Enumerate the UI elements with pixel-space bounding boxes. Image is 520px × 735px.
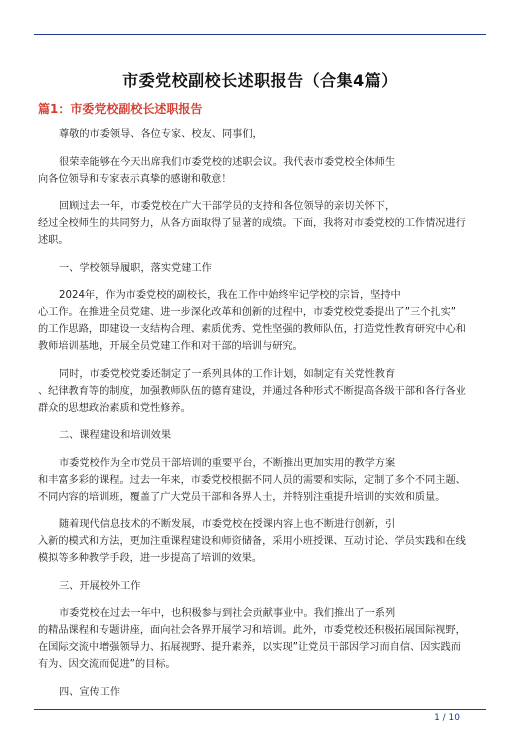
text-line: 在国际交流中增强领导力、拓展视野、提升素养，以实现”让党员干部因学习而自信、因实践而 [38, 642, 461, 653]
text-line: 不同内容的培训班，覆盖了广大党员干部和各界人士，并特别注重提升培训的实效和质量。 [38, 491, 446, 503]
text-line: 市委党校作为全市党员干部培训的重要平台，不断推出更加实用的教学方案 [59, 457, 396, 469]
document-body [38, 126, 484, 711]
text-line: 群众的思想政治素质和党性修养。 [38, 402, 191, 414]
footer-rule [34, 709, 486, 710]
header-rule [34, 34, 486, 35]
paragraph-curriculum [38, 455, 484, 506]
subheading-1 [38, 260, 484, 277]
text-line: 入新的模式和方法，更加注重课程建设和师资储备，采用小班授课、互动讨论、学员实践和在线 [38, 536, 466, 547]
subheading-3 [38, 578, 484, 595]
page-indicator: 1 / 10 [434, 713, 460, 723]
subheading-2 [38, 427, 484, 444]
text-line: 有为、因交流而促进”的目标。 [38, 659, 176, 670]
text-line: 、纪律教育等的制度，加强教师队伍的德育建设，并通过各种形式不断提高各级干部和各行各业 [38, 385, 466, 397]
paragraph-review [38, 198, 484, 249]
subheading-4 [38, 684, 484, 701]
text-line: 三、开展校外工作 [59, 580, 141, 592]
paragraph-opening [38, 154, 484, 188]
paragraph-party-building [38, 287, 484, 355]
text-line: 尊敬的市委领导、各位专家、校友、同事们， [59, 129, 263, 140]
text-line: 回顾过去一年，市委党校在广大干部学员的支持和各位领导的亲切关怀下， [59, 201, 396, 212]
text-line: 市委党校在过去一年中，也积极参与到社会贡献事业中。我们推出了一系列 [59, 608, 396, 619]
text-line: 向各位领导和专家表示真挚的感谢和敬意！ [38, 173, 232, 185]
paragraph-outreach [38, 605, 484, 673]
paragraph-innovation [38, 516, 484, 567]
text-line: 2024年，作为市委党校的副校长，我在工作中始终牢记学校的宗旨，坚持中 [59, 290, 401, 301]
text-line: 的工作思路，即建设一支结构合理、素质优秀、党性坚强的教师队伍，打造党性教育研究中心和 [38, 324, 466, 335]
text-line: 心工作。在推进全员党建、进一步深化改革和创新的过程中，市委党校党委提出了”三个扎实” [38, 307, 457, 318]
paragraph-work-plan [38, 366, 484, 417]
text-line: 和丰富多彩的课程。过去一年来，市委党校根据不同人员的需要和实际，定制了多个不同主题、 [38, 474, 466, 486]
text-line: 教师培训基地，开展全员党建工作和对干部的培训与研究。 [38, 341, 303, 352]
text-line: 随着现代信息技术的不断发展，市委党校在授课内容上也不断进行创新，引 [59, 519, 396, 530]
section-heading: 篇1：市委党校副校长述职报告 [38, 102, 203, 116]
text-line: 模拟等多种教学手段，进一步提高了培训的效果。 [38, 553, 263, 564]
paragraph-salutation [38, 126, 484, 143]
text-line: 同时，市委党校党委还制定了一系列具体的工作计划，如制定有关党性教育 [59, 368, 396, 380]
text-line: 很荣幸能够在今天出席我们市委党校的述职会议。我代表市委党校全体师生 [59, 156, 396, 168]
text-line: 述职。 [38, 235, 69, 246]
text-line: 的精品课程和专题讲座，面向社会各界开展学习和培训。此外，市委党校还积极拓展国际视野， [38, 625, 466, 636]
text-line: 二、课程建设和培训效果 [59, 430, 172, 441]
text-line: 经过全校师生的共同努力，从各方面取得了显著的成绩。下面，我将对市委党校的工作情况进行 [38, 218, 466, 229]
text-line: 四、宣传工作 [59, 686, 121, 698]
document-title: 市委党校副校长述职报告（合集4篇） [122, 71, 398, 90]
text-line: 一、学校领导履职，落实党建工作 [59, 262, 212, 274]
